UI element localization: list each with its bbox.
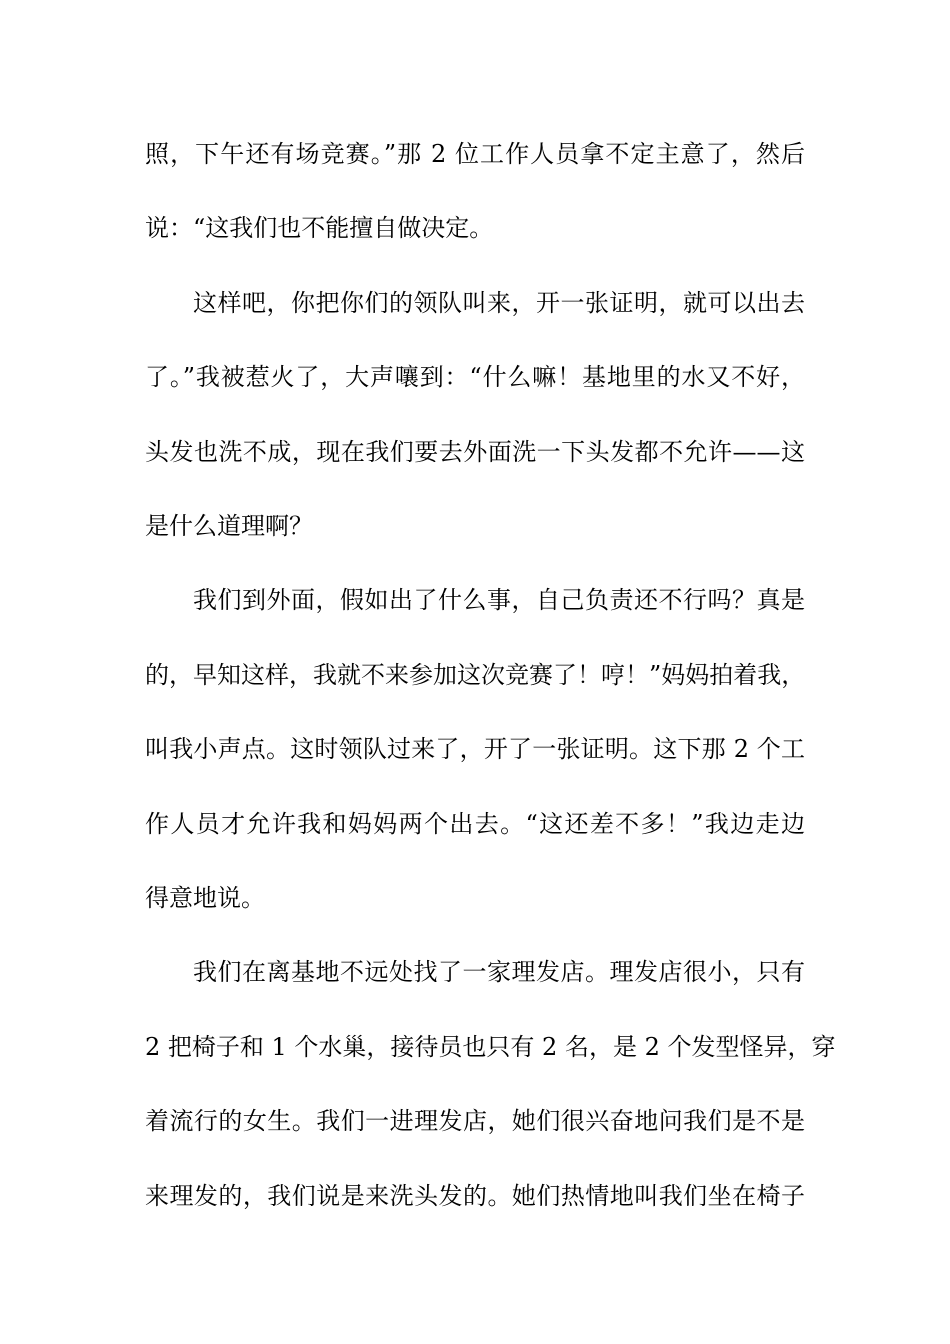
text-line: 照，下午还有场竞赛。”那 2 位工作人员拿不定主意了，然后 bbox=[145, 140, 805, 168]
text-line: 作人员才允许我和妈妈两个出去。“这还差不多！”我边走边 bbox=[145, 810, 805, 838]
text-line: 是什么道理啊？ bbox=[145, 512, 313, 540]
text-line: 我们在离基地不远处找了一家理发店。理发店很小，只有 bbox=[193, 958, 805, 986]
text-line: 说：“这我们也不能擅自做决定。 bbox=[145, 214, 494, 242]
text-line: 叫我小声点。这时领队过来了，开了一张证明。这下那 2 个工 bbox=[145, 735, 805, 763]
text-line: 2 把椅子和 1 个水巢，接待员也只有 2 名，是 2 个发型怪异，穿 bbox=[145, 1033, 836, 1061]
text-line: 我们到外面，假如出了什么事，自己负责还不行吗？真是 bbox=[193, 586, 805, 614]
text-line: 这样吧，你把你们的领队叫来，开一张证明，就可以出去 bbox=[193, 289, 805, 317]
text-line: 来理发的，我们说是来洗头发的。她们热情地叫我们坐在椅子 bbox=[145, 1182, 805, 1210]
text-line: 得意地说。 bbox=[145, 884, 265, 912]
text-line: 着流行的女生。我们一进理发店，她们很兴奋地问我们是不是 bbox=[145, 1107, 805, 1135]
text-line: 了。”我被惹火了，大声嚷到：“什么嘛！基地里的水又不好， bbox=[145, 363, 805, 391]
text-line: 的，早知这样，我就不来参加这次竞赛了！哼！”妈妈拍着我， bbox=[145, 661, 806, 689]
text-line: 头发也洗不成，现在我们要去外面洗一下头发都不允许——这 bbox=[145, 438, 805, 466]
